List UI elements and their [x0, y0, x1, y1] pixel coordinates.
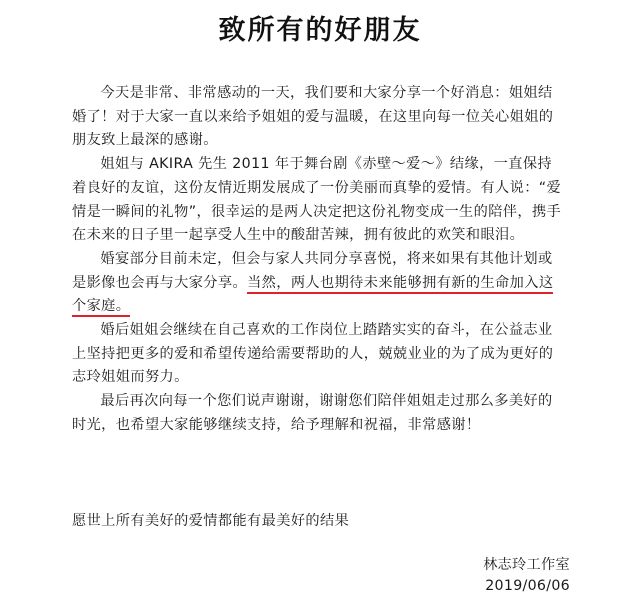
page-title: 致所有的好朋友 [218, 15, 422, 46]
signature-date: 2019/06/06 [485, 578, 570, 594]
paragraph-wedding-plans [72, 248, 566, 319]
paragraph-announcement: 今天是非常、非常感动的一天，我们要和大家分享一个好消息：姐姐结婚了！对于大家一直以来给予姐姐的爱与温暖，在这里向每一位关心姐姐的朋友致上最深的感谢。 [72, 85, 554, 149]
highlighted-sentence: 当然，两人也期待未来能够拥有新的生命加入这个家庭。 [72, 275, 553, 318]
signature-name: 林志玲工作室 [483, 557, 570, 573]
closing-line: 愿世上所有美好的爱情都能有最美好的结果 [72, 513, 350, 529]
paragraph-thanks: 最后再次向每一个您们说声谢谢，谢谢您们陪伴姐姐走过那么多美好的时光，也希望大家能够继续支持，给予理解和祝福，非常感谢！ [72, 393, 553, 433]
paragraph-career: 婚后姐姐会继续在自己喜欢的工作岗位上踏踏实实的奋斗，在公益志业上坚持把更多的爱和希望传递给需要帮助的人，兢兢业业的为了成为更好的志玲姐姐而努力。 [72, 322, 554, 386]
paragraph-love-story: 姐姐与 AKIRA 先生 2011 年于舞台剧《赤壁～爱～》结缘，一直保持着良好的友谊，这份友情近期发展成了一份美丽而真挚的爱情。有人说：“爱情是一瞬间的礼物”，很幸运的是两人决定把这份礼物变成一生的陪伴，携手在未来的日子里一起享受人生中的酸甜苦辣，拥有彼此的欢笑和眼泪。 [72, 156, 562, 244]
paragraph-wedding-plans-text: 婚宴部分目前未定，但会与家人共同分享喜悦，将来如果有其他计划或是影像也会再与大家分享。 [72, 250, 553, 291]
signature-block [483, 555, 570, 597]
letter-body [72, 82, 566, 438]
